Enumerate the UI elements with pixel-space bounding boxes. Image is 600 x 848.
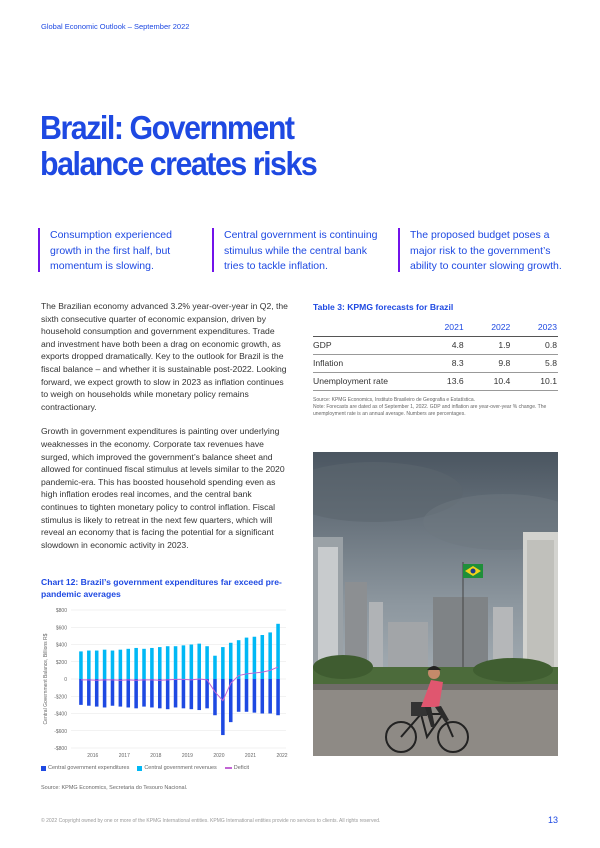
expenditure-bar xyxy=(276,679,280,715)
expenditure-bar xyxy=(126,679,130,707)
legend-label: Central government expenditures xyxy=(48,765,130,771)
report-header: Global Economic Outlook – September 2022 xyxy=(41,22,190,31)
expenditure-bar xyxy=(174,679,178,707)
y-tick-label: -$200 xyxy=(54,694,67,701)
revenue-bar xyxy=(276,624,280,679)
expenditure-bar xyxy=(253,679,257,713)
y-tick-label: $200 xyxy=(55,659,67,666)
expenditure-bar xyxy=(182,679,186,708)
table-header-2023: 2023 xyxy=(511,318,558,336)
table-title: Table 3: KPMG forecasts for Brazil xyxy=(313,302,454,312)
expenditure-bar xyxy=(261,679,265,714)
legend-revenues xyxy=(137,765,216,771)
expenditure-bar xyxy=(268,679,272,714)
table-row xyxy=(313,372,558,390)
revenue-bar xyxy=(134,648,138,679)
revenue-bar xyxy=(150,648,154,679)
revenue-bar xyxy=(221,647,225,679)
deficit-line xyxy=(81,667,278,701)
cell-value: 13.6 xyxy=(418,372,465,390)
expenditure-bar xyxy=(221,679,225,735)
row-label: Inflation xyxy=(313,354,418,372)
table-header-2022: 2022 xyxy=(465,318,512,336)
expenditure-bar xyxy=(119,679,123,707)
chart-title: Chart 12: Brazil’s government expenditures far exceed pre-pandemic averages xyxy=(41,577,282,599)
y-tick-label: $800 xyxy=(55,608,67,614)
revenue-bar xyxy=(79,651,83,679)
revenue-bar xyxy=(174,646,178,679)
x-tick-label: 2018 xyxy=(150,753,162,759)
y-tick-label: $400 xyxy=(55,642,67,649)
expenditure-bar xyxy=(150,679,154,707)
title-line-1: Brazil: Government xyxy=(40,109,294,146)
table-header-2021: 2021 xyxy=(418,318,465,336)
chart-canvas xyxy=(41,604,291,759)
y-tick-label: -$400 xyxy=(54,711,67,718)
cell-value: 8.3 xyxy=(418,354,465,372)
expenditure-bar xyxy=(142,679,146,707)
legend-swatch-expenditures xyxy=(41,766,46,771)
legend-label: Deficit xyxy=(233,765,250,771)
cell-value: 10.4 xyxy=(465,372,512,390)
expenditure-bar xyxy=(190,679,194,709)
expenditure-bar xyxy=(103,679,107,707)
row-label: Unemployment rate xyxy=(313,372,418,390)
forecast-table xyxy=(313,318,558,391)
revenue-bar xyxy=(142,649,146,679)
intro-consumption: Consumption experienced growth in the first half, but momentum is slowing. xyxy=(38,228,202,272)
legend-label: Central government revenues xyxy=(144,765,217,771)
table-note: Note: Forecasts are dated as of September 1, 2022. GDP and inflation are year-over-year % change. The unemployment rate is an annual average. Numbers are percentages. xyxy=(313,404,547,417)
page-number: 13 xyxy=(547,815,558,825)
y-axis-label: Central Government Balance, Billions R$ xyxy=(43,633,49,725)
table-source: Source: KPMG Economics, Instituto Brasileiro de Geografia e Estatística. xyxy=(313,397,476,403)
revenue-bar xyxy=(119,650,123,679)
body-paragraph-2: Growth in government expenditures is painting over underlying weaknesses in the economy. Corporate tax revenues have surged, which improved the government’s balance sheet and allowed for continued fiscal stimulus at levels similar to the 2020 pandemic-era. This has boosted household spending even as high inflation erodes real incomes, and the central bank continues to tighten monetary policy to control inflation. Fiscal stimulus is likely to retreat in the next few quarters, which will reveal an economy that is facing the potential for a significant slowdown in economic activity in 2023. xyxy=(41,426,285,550)
y-tick-label: $600 xyxy=(55,625,67,632)
copyright-footer: © 2022 Copyright owned by one or more of the KPMG International entities. KPMG International entities provide no services to clients. All rights reserved. xyxy=(41,818,381,824)
row-label: GDP xyxy=(313,336,418,354)
expenditure-bar xyxy=(79,679,83,705)
legend-expenditures xyxy=(41,765,129,771)
x-tick-label: 2021 xyxy=(244,753,257,759)
revenue-bar xyxy=(213,656,217,679)
intro-highlights xyxy=(38,228,562,272)
x-tick-label: 2019 xyxy=(181,753,193,759)
y-tick-label: -$800 xyxy=(54,746,67,752)
revenue-bar xyxy=(95,651,99,679)
cell-value: 4.8 xyxy=(418,336,465,354)
expenditure-bar xyxy=(134,679,138,708)
expenditure-bar xyxy=(111,679,115,706)
x-tick-label: 2016 xyxy=(87,753,99,759)
table-row xyxy=(313,354,558,372)
government-balance-chart xyxy=(41,604,291,764)
expenditure-bar xyxy=(197,679,201,710)
revenue-bar xyxy=(166,646,170,679)
revenue-bar xyxy=(268,632,272,679)
legend-swatch-revenues xyxy=(137,766,142,771)
revenue-bar xyxy=(87,651,91,679)
revenue-bar xyxy=(103,650,107,679)
revenue-bar xyxy=(229,643,233,679)
body-text xyxy=(41,300,289,563)
table-header-empty xyxy=(313,318,418,336)
revenue-bar xyxy=(245,638,249,679)
legend-swatch-deficit xyxy=(225,767,232,769)
revenue-bar xyxy=(205,646,209,679)
expenditure-bar xyxy=(237,679,241,712)
revenue-bar xyxy=(237,640,241,679)
y-tick-label: -$600 xyxy=(54,728,67,735)
chart-legend xyxy=(41,765,249,771)
table-header-row xyxy=(313,318,558,336)
body-paragraph-1: The Brazilian economy advanced 3.2% year-over-year in Q2, the sixth consecutive quarter of economic expansion, driven by household consumption and government expenditures. Trade and investment have both been a drag on economic growth, as exports dropped dramatically. Key to the outlook for Brazil is the fiscal balance – and whether it is sustainable post-2022. Looking forward, we expect growth to slow in 2023 as inflation continues to weigh on households while monetary policy remains contractionary. xyxy=(41,301,288,412)
expenditure-bar xyxy=(87,679,91,706)
expenditure-bar xyxy=(166,679,170,709)
cell-value: 5.8 xyxy=(511,354,558,372)
expenditure-bar xyxy=(205,679,209,708)
expenditure-bar xyxy=(158,679,162,708)
revenue-bar xyxy=(158,647,162,679)
y-tick-label: 0 xyxy=(64,677,67,683)
intro-government: Central government is continuing stimulus while the central bank tries to tackle inflation. xyxy=(212,228,386,272)
x-tick-label: 2017 xyxy=(118,753,130,759)
legend-deficit xyxy=(225,765,249,771)
revenue-bar xyxy=(182,645,186,679)
cell-value: 9.8 xyxy=(465,354,512,372)
table-row xyxy=(313,336,558,354)
cell-value: 1.9 xyxy=(465,336,512,354)
revenue-bar xyxy=(126,649,130,679)
cell-value: 10.1 xyxy=(511,372,558,390)
chart-source: Source: KPMG Economics, Secretaria do Tesouro Nacional. xyxy=(41,785,188,791)
cell-value: 0.8 xyxy=(511,336,558,354)
expenditure-bar xyxy=(213,679,217,715)
intro-budget: The proposed budget poses a major risk to the government’s ability to counter slowing growth. xyxy=(398,228,566,272)
expenditure-bar xyxy=(245,679,249,712)
x-tick-label: 2022 xyxy=(276,753,288,759)
x-tick-label: 2020 xyxy=(213,753,225,759)
revenue-bar xyxy=(197,644,201,679)
revenue-bar xyxy=(190,645,194,680)
revenue-bar xyxy=(111,651,115,679)
expenditure-bar xyxy=(95,679,99,707)
page-title xyxy=(40,110,334,182)
sao-paulo-cyclist-photo xyxy=(313,452,558,756)
title-line-2: balance creates risks xyxy=(40,145,317,182)
